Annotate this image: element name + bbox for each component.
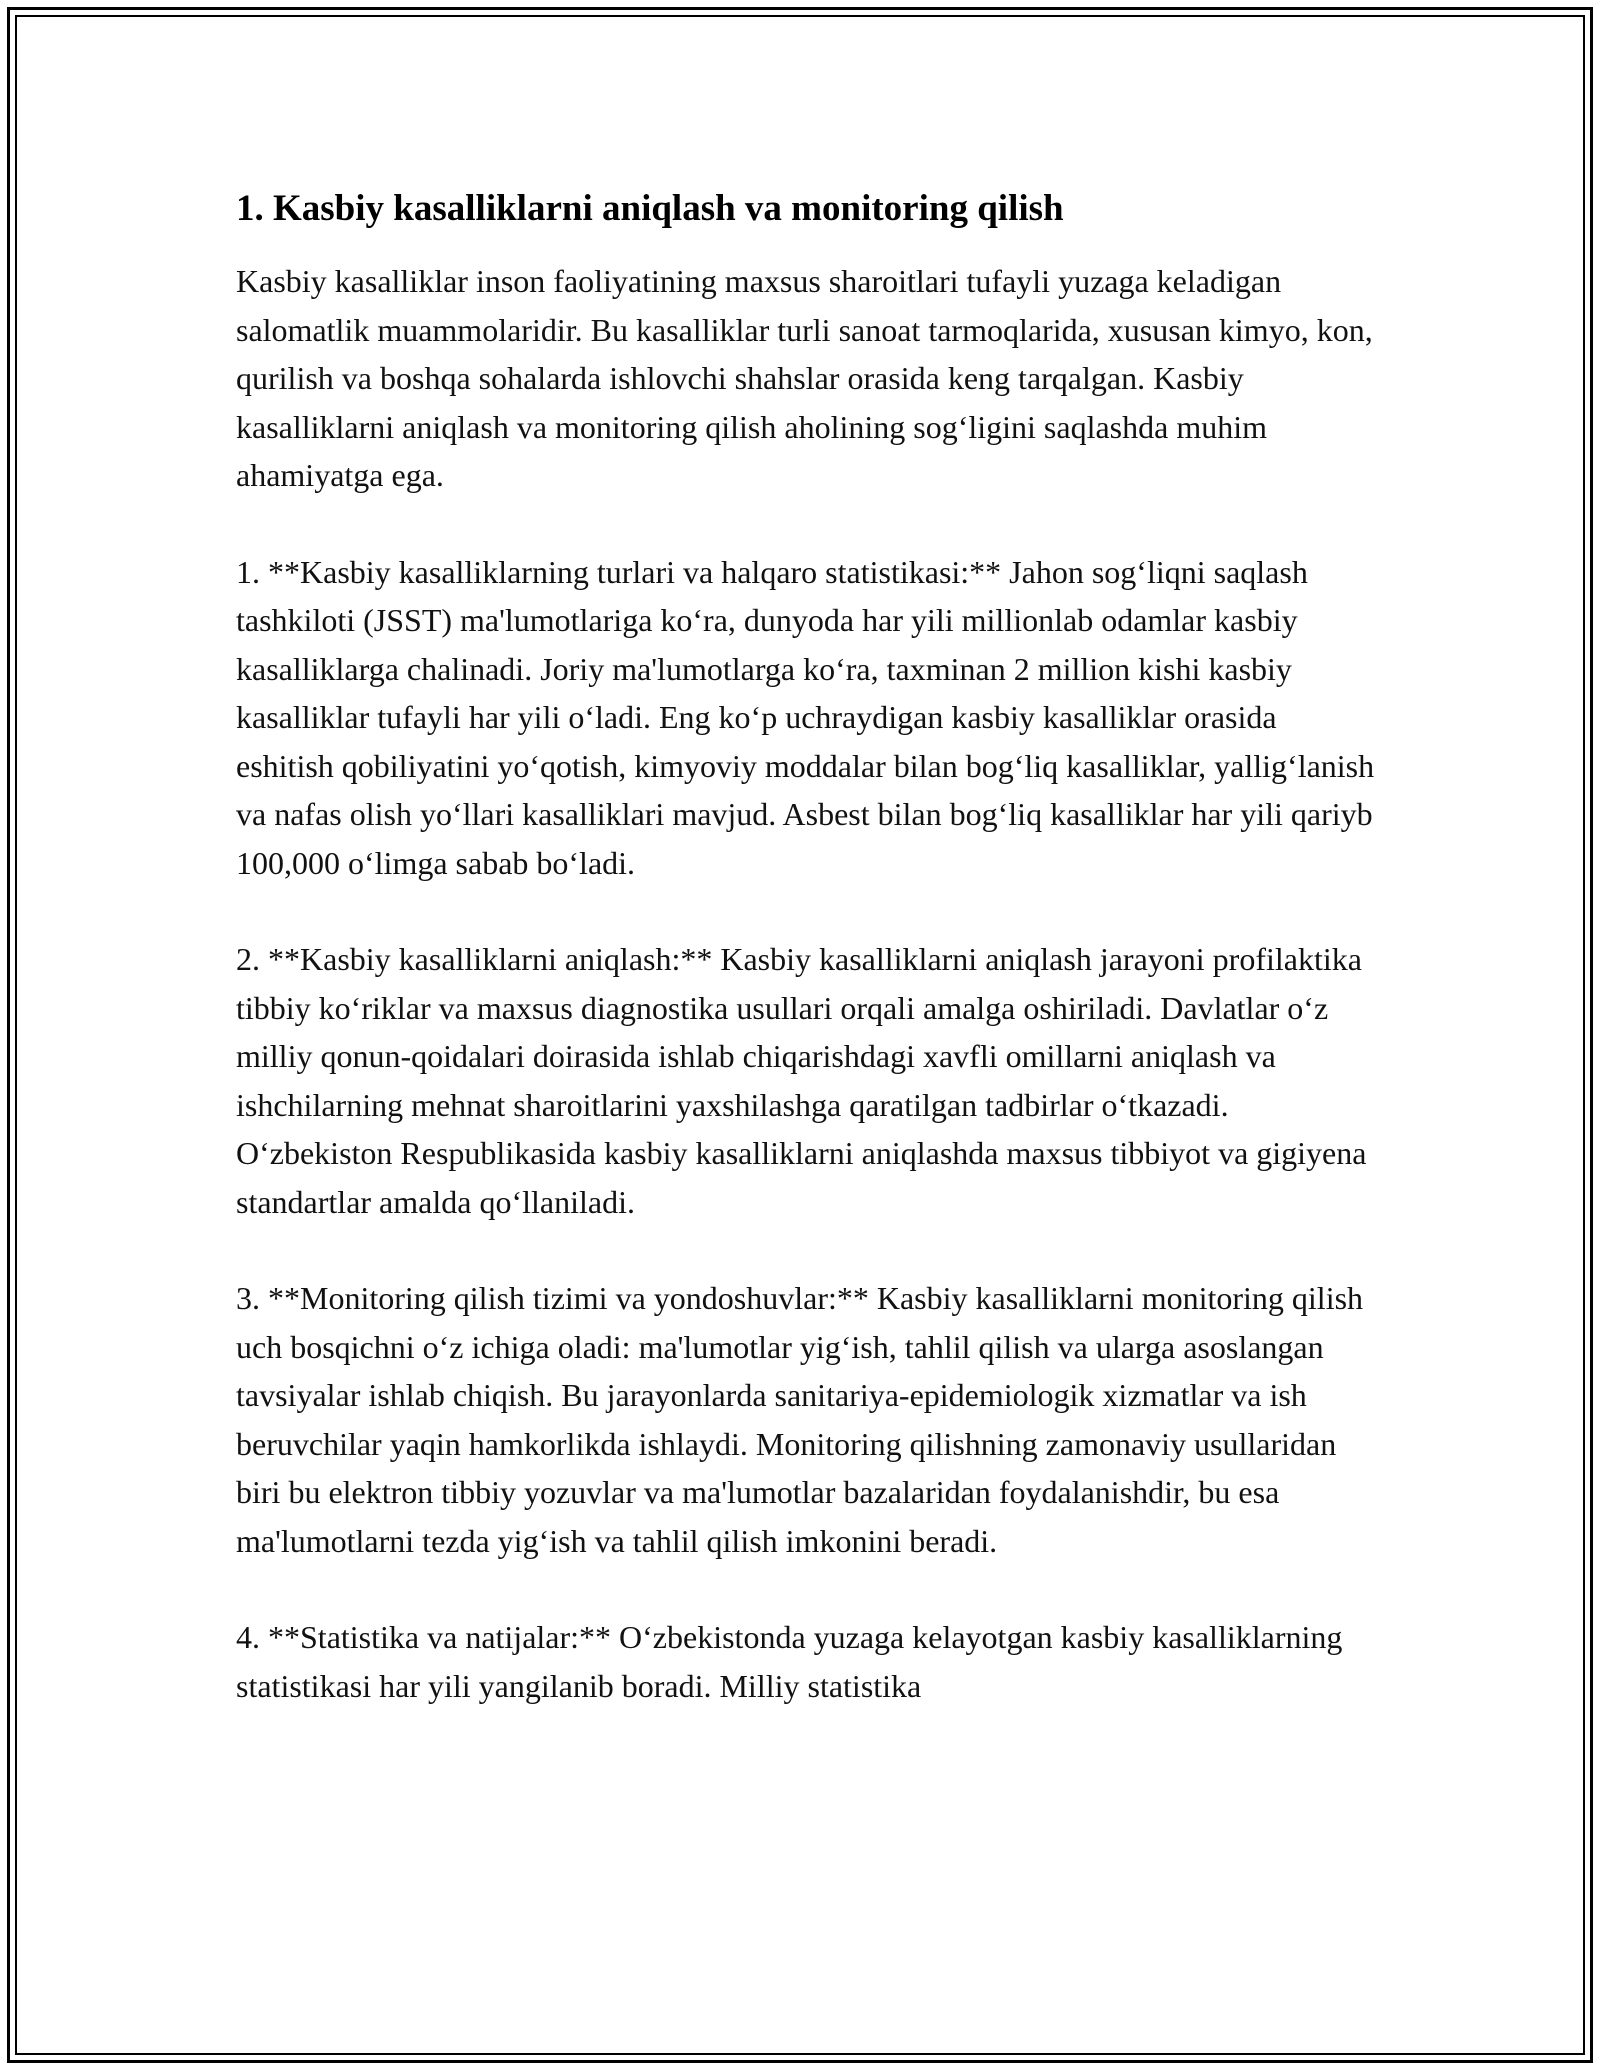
paragraph-item-4: 4. **Statistika va natijalar:** O‘zbekistonda yuzaga kelayotgan kasbiy kasalliklarning statistikasi har yili yangilanib boradi. Milliy statistika [236,1619,1343,1704]
paragraph-item-2: 2. **Kasbiy kasalliklarni aniqlash:** Kasbiy kasalliklarni aniqlash jarayoni profilaktika tibbiy ko‘riklar va maxsus diagnostika usullari orqali amalga oshiriladi. Davlatlar o‘z milliy qonun-qoidalari doirasida ishlab chiqarishdagi xavfli omillarni aniqlash va ishchilarning mehnat sharoitlarini yaxshilashga qaratilgan tadbirlar o‘tkazadi. O‘zbekiston Respublikasida kasbiy kasalliklarni aniqlashda maxsus tibbiyot va gigiyena standartlar amalda qo‘llaniladi. [236,941,1367,1220]
paragraph-item-1: 1. **Kasbiy kasalliklarning turlari va halqaro statistikasi:** Jahon sog‘liqni saqlash tashkiloti (JSST) ma'lumotlariga ko‘ra, dunyoda har yili millionlab odamlar kasbiy kasalliklarga chalinadi. Joriy ma'lumotlarga ko‘ra, taxminan 2 million kishi kasbiy kasalliklar tufayli har yili o‘ladi. Eng ko‘p uchraydigan kasbiy kasalliklar orasida eshitish qobiliyatini yo‘qotish, kimyoviy moddalar bilan bog‘liq kasalliklar, yallig‘lanish va nafas olish yo‘llari kasalliklari mavjud. Asbest bilan bog‘liq kasalliklar har yili qariyb 100,000 o‘limga sabab bo‘ladi. [236,553,1375,881]
paragraph-item-3: 3. **Monitoring qilish tizimi va yondoshuvlar:** Kasbiy kasalliklarni monitoring qilish uch bosqichni o‘z ichiga oladi: ma'lumotlar yig‘ish, tahlil qilish va ularga asoslangan tavsiyalar ishlab chiqish. Bu jarayonlarda sanitariya-epidemiologik xizmatlar va ish beruvchilar yaqin hamkorlikda ishlaydi. Monitoring qilishning zamonaviy usullaridan biri bu elektron tibbiy yozuvlar va ma'lumotlar bazalaridan foydalanishdir, bu esa ma'lumotlarni tezda yig‘ish va tahlil qilish imkonini beradi. [236,1280,1364,1559]
section-heading: 1. Kasbiy kasalliklarni aniqlash va monitoring qilish [236,188,1064,229]
intro-paragraph: Kasbiy kasalliklar inson faoliyatining maxsus sharoitlari tufayli yuzaga keladigan salomatlik muammolaridir. Bu kasalliklar turli sanoat tarmoqlarida, xususan kimyo, kon, qurilish va boshqa sohalarda ishlovchi shahslar orasida keng tarqalgan. Kasbiy kasalliklarni aniqlash va monitoring qilish aholining sog‘ligini saqlashda muhim ahamiyatga ega. [236,263,1373,493]
document-body [236,185,1376,1758]
